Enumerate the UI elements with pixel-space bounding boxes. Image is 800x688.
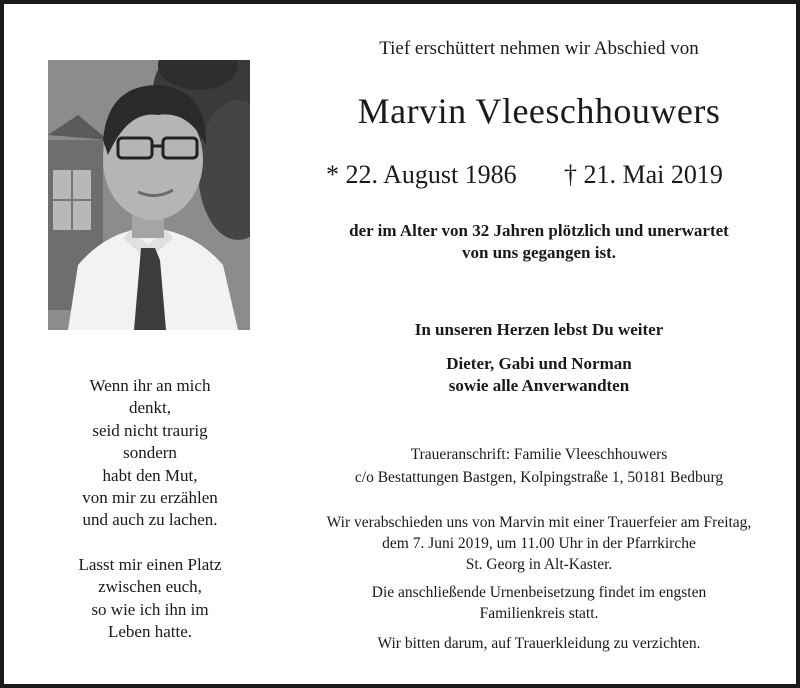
poem-line: von mir zu erzählen (82, 488, 218, 508)
poem-line: Wenn ihr an mich (89, 376, 211, 395)
age-text-line: der im Alter von 32 Jahren plötzlich und unerwartet (349, 221, 729, 240)
poem-line: und auch zu lachen. (82, 510, 218, 530)
poem-line: so wie ich ihn im (91, 599, 209, 619)
poem-line: habt den Mut, (102, 465, 198, 485)
urn-line: Familienkreis statt. (479, 605, 599, 622)
poem-line: Lasst mir einen Platz (78, 555, 222, 574)
service-line: St. Georg in Alt-Kaster. (465, 556, 613, 573)
age-text-line: von uns gegangen ist. (462, 243, 616, 262)
family-line: Dieter, Gabi und Norman (446, 354, 632, 373)
address-line: c/o Bestattungen Bastgen, Kolpingstraße 1, 50181 Bedburg (354, 469, 724, 486)
poem-line: sondern (123, 443, 177, 463)
poem-line: zwischen euch, (98, 577, 202, 597)
service-line: Wir verabschieden uns von Marvin mit einer Trauerfeier am Freitag, (326, 514, 752, 531)
poem-stanza-1 (44, 375, 256, 532)
poem-line: Leben hatte. (107, 622, 192, 642)
poem-line: denkt, (128, 398, 172, 418)
deceased-name: Marvin Vleeschhouwers (357, 91, 721, 131)
death-date: † 21. Mai 2019 (564, 160, 723, 189)
birth-date: * 22. August 1986 (326, 160, 517, 189)
address-label: Traueranschrift: Familie Vleeschhouwers (410, 446, 668, 463)
portrait-photo (48, 60, 250, 330)
family-line: sowie alle Anverwandten (448, 376, 630, 395)
portrait-image (48, 60, 250, 330)
poem-stanza-2 (44, 554, 256, 644)
intro-line: Tief erschüttert nehmen wir Abschied von (379, 38, 699, 59)
service-line: dem 7. Juni 2019, um 11.00 Uhr in der Pfarrkirche (382, 535, 696, 552)
poem-line: seid nicht traurig (92, 420, 208, 440)
motto: In unseren Herzen lebst Du weiter (414, 320, 664, 339)
dress-note: Wir bitten darum, auf Trauerkleidung zu verzichten. (377, 635, 701, 652)
urn-line: Die anschließende Urnenbeisetzung findet im engsten (371, 584, 707, 601)
